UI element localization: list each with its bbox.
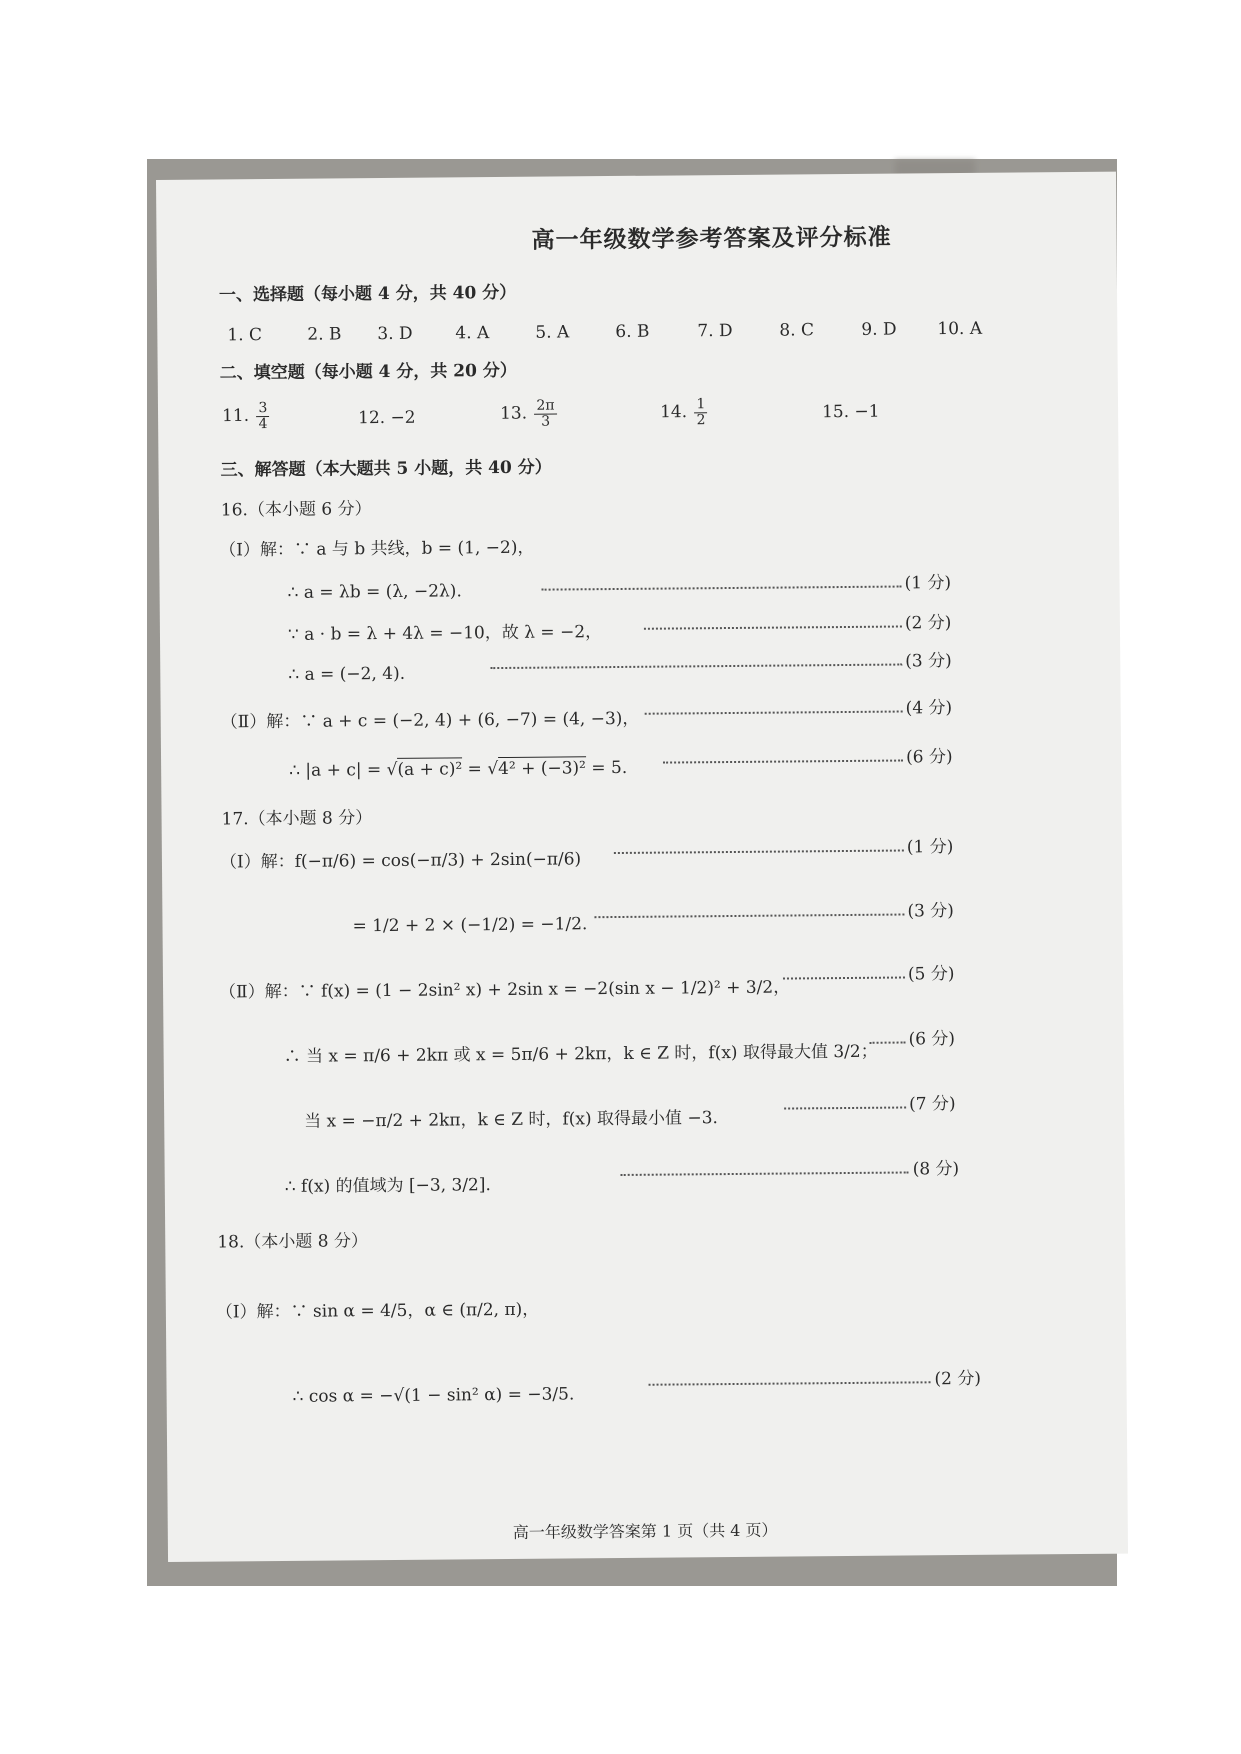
answer-14-fraction (694, 397, 707, 427)
section3-heading: 三、解答题（本大题共 5 小题，共 40 分） (220, 457, 552, 481)
score-leader (649, 1381, 931, 1385)
score-17-8: (8 分) (912, 1159, 960, 1180)
numerator: 1 (694, 397, 707, 413)
answer-14-label: 14. (659, 402, 688, 423)
q16-title: 16.（本小题 6 分） (220, 499, 372, 521)
denominator: 2 (696, 411, 706, 428)
score-17-5: (5 分) (907, 964, 955, 985)
answer-7: 7. D (697, 320, 733, 342)
answer-1: 1. C (227, 325, 263, 346)
q16-line3: ∵ a · b = λ + 4λ = −10，故 λ = −2， (287, 622, 603, 645)
answer-12: 12. −2 (357, 407, 416, 429)
q17-line1: （Ⅰ）解：f(−π/6) = cos(−π/3) + 2sin(−π/6) (219, 849, 582, 873)
section1-heading: 一、选择题（每小题 4 分，共 40 分） (218, 282, 517, 306)
score-3: (3 分) (905, 651, 952, 672)
score-4: (4 分) (905, 698, 953, 719)
score-leader (621, 1171, 909, 1176)
q16-line2: ∴ a = λb = (λ, −2λ). (287, 581, 462, 603)
score-leader (644, 626, 902, 630)
score-leader (663, 760, 903, 764)
answer-sheet (156, 172, 1128, 1562)
score-leader (870, 1041, 906, 1043)
q16-line6 (289, 757, 628, 781)
answer-3: 3. D (377, 323, 413, 345)
score-leader (542, 586, 902, 591)
answer-2: 2. B (307, 324, 342, 345)
q17-line6: ∴ f(x) 的值域为 [−3, 3/2]. (284, 1175, 491, 1197)
answer-15: 15. −1 (821, 401, 880, 423)
page-title: 高一年级数学参考答案及评分标准 (531, 223, 892, 254)
score-17-1: (1 分) (906, 837, 954, 858)
q16-line4: ∴ a = (−2, 4). (288, 663, 406, 685)
modulus-expression: ∴ |a + c| = (289, 760, 382, 781)
answer-13-fraction (534, 399, 556, 430)
page-footer: 高一年级数学答案第 1 页（共 4 页） (512, 1520, 778, 1542)
answer-4: 4. A (455, 323, 490, 344)
radicand: (a + c)² (397, 759, 463, 780)
sqrt-icon: √ (487, 759, 499, 780)
answer-14 (660, 397, 710, 428)
q17-line3: （Ⅱ）解：∵ f(x) = (1 − 2sin² x) + 2sin x = −2(sin x − 1/2)² + 3/2， (219, 977, 791, 1003)
q18-title: 18.（本小题 8 分） (217, 1231, 369, 1253)
answer-6: 6. B (615, 321, 650, 342)
result: = 5. (591, 757, 628, 779)
section2-heading: 二、填空题（每小题 4 分，共 20 分） (219, 360, 517, 384)
answer-13 (500, 398, 559, 429)
sqrt-icon: √ (386, 759, 398, 781)
numerator: 3 (256, 401, 269, 417)
score-17-3: (3 分) (907, 901, 954, 922)
q18-line2: ∴ cos α = −√(1 − sin² α) = −3/5. (292, 1384, 575, 1407)
score-18-2: (2 分) (934, 1368, 982, 1390)
answer-5: 5. A (535, 322, 570, 343)
score-leader (594, 913, 904, 918)
score-leader (784, 1106, 906, 1109)
answer-11 (222, 401, 272, 432)
score-17-6: (6 分) (908, 1029, 956, 1050)
score-leader (645, 711, 903, 715)
score-6: (6 分) (905, 747, 953, 768)
answer-11-label: 11. (221, 405, 250, 427)
q18-line1: （Ⅰ）解：∵ sin α = 4/5，α ∈ (π/2, π)， (215, 1299, 540, 1323)
score-17-7: (7 分) (909, 1094, 956, 1115)
denominator: 4 (258, 415, 268, 432)
score-leader (490, 664, 902, 670)
denominator: 3 (541, 413, 551, 430)
answer-13-label: 13. (499, 403, 528, 424)
score-leader (783, 976, 905, 979)
score-1: (1 分) (904, 573, 952, 594)
answer-11-fraction (256, 401, 269, 431)
q17-line5: 当 x = −π/2 + 2kπ，k ∈ Z 时，f(x) 取得最小值 −3. (304, 1108, 718, 1132)
score-leader (614, 849, 904, 854)
q17-line4: ∴ 当 x = π/6 + 2kπ 或 x = 5π/6 + 2kπ，k ∈ Z 时，f(x) 取得最大值 3/2； (283, 1041, 878, 1067)
q16-line5: （Ⅱ）解：∵ a + c = (−2, 4) + (6, −7) = (4, −3)， (220, 708, 640, 733)
numerator: 2π (534, 399, 556, 415)
answer-9: 9. D (861, 319, 897, 340)
equals-sign: = (467, 759, 482, 780)
q17-title: 17.（本小题 8 分） (221, 808, 373, 830)
score-2: (2 分) (904, 613, 952, 634)
answer-8: 8. C (779, 320, 815, 341)
radicand: 4² + (−3)² (498, 758, 587, 780)
q17-line2: = 1/2 + 2 × (−1/2) = −1/2. (352, 914, 588, 937)
q16-line1: （Ⅰ）解：∵ a 与 b 共线，b = (1, −2)， (219, 537, 535, 561)
answer-10: 10. A (937, 318, 983, 340)
